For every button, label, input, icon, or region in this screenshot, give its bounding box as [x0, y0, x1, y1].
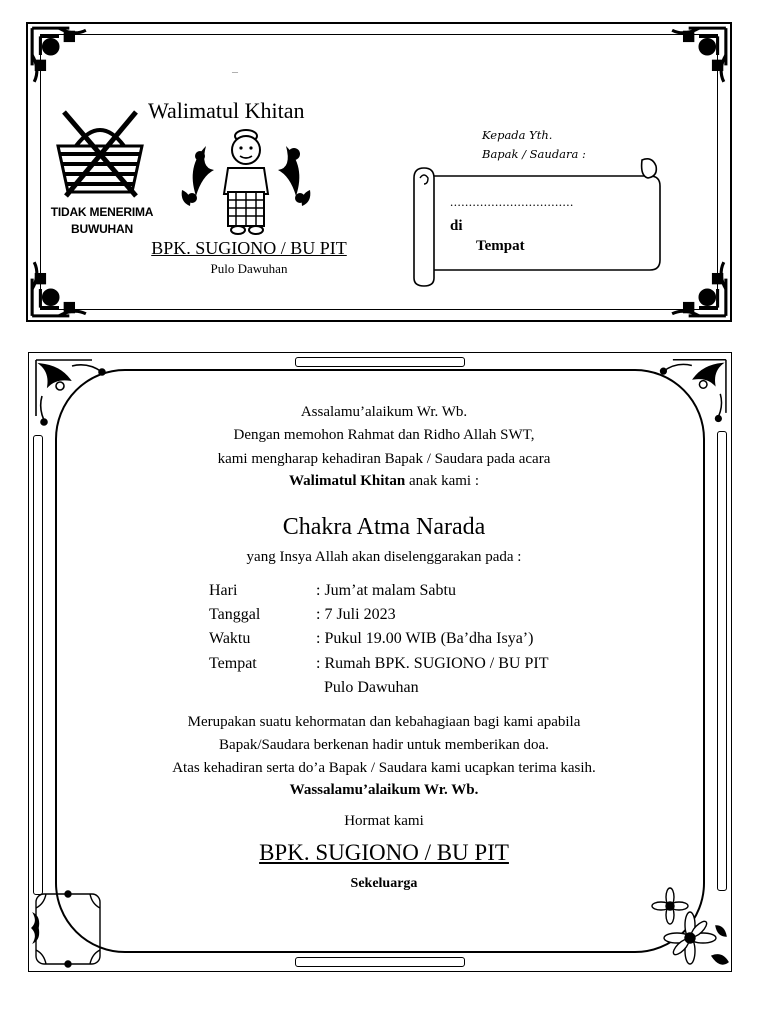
host-name: BPK. SUGIONO / BU PIT — [259, 840, 509, 865]
closing-line: Merupakan suatu kehormatan dan kebahagiaan bagi kami apabila — [187, 714, 581, 730]
scroll-banner-icon — [406, 156, 662, 288]
detail-label: Hari — [209, 582, 238, 599]
basket-note-line: TIDAK MENERIMA — [50, 205, 154, 219]
invitation-line: Dengan memohon Rahmat dan Ridho Allah SWT, — [233, 427, 535, 443]
closing-line: Atas kehadiran serta do’a Bapak / Saudara kami ucapkan terima kasih. — [172, 760, 596, 776]
small-mark: — — [232, 70, 238, 76]
detail-label: Tanggal — [209, 606, 261, 623]
basket-note — [42, 204, 162, 238]
recipient-label-line: Kepada Yth. — [482, 128, 553, 142]
envelope-host-name: BPK. SUGIONO / BU PIT — [151, 238, 347, 258]
event-line — [0, 473, 768, 490]
closing-line: Bapak/Saudara berkenan hadir untuk memberikan doa. — [219, 737, 549, 753]
corner-ornament-icon — [28, 24, 90, 86]
corner-ornament-icon — [28, 258, 90, 320]
flower-bouquet-icon — [650, 886, 732, 970]
closing-salam: Wassalamu’alaikum Wr. Wb. — [289, 782, 479, 798]
recipient-label-line: Bapak / Saudara : — [482, 147, 586, 161]
family-sign: Sekeluarga — [350, 876, 418, 891]
envelope-title: Walimatul Khitan — [148, 98, 305, 123]
detail-label: Tempat — [209, 655, 257, 672]
detail-value: : Jum’at malam Sabtu — [316, 582, 456, 599]
regards: Hormat kami — [344, 813, 424, 829]
basket-note-line: BUWUHAN — [71, 222, 133, 236]
event-name: Walimatul Khitan — [288, 473, 406, 489]
greeting: Assalamu’alaikum Wr. Wb. — [300, 404, 468, 420]
corner-ornament-icon — [668, 24, 730, 86]
envelope-host-place: Pulo Dawuhan — [210, 261, 288, 276]
child-name: Chakra Atma Narada — [282, 514, 486, 540]
detail-value: : Pukul 19.00 WIB (Ba’dha Isya’) — [316, 630, 534, 647]
detail-value: : 7 Juli 2023 — [316, 606, 396, 623]
schedule-intro: yang Insya Allah akan diselenggarakan pada : — [246, 549, 522, 565]
lace-frame-icon — [30, 888, 106, 970]
recipient-place-label: Tempat — [476, 238, 525, 254]
crossed-basket-icon — [52, 108, 148, 200]
recipient-di-label: di — [450, 218, 463, 234]
frame-tab-top — [295, 357, 465, 367]
corner-ornament-icon — [668, 258, 730, 320]
detail-label: Waktu — [209, 630, 251, 647]
frame-tab-bottom — [295, 957, 465, 967]
boy-illustration-icon — [176, 126, 316, 238]
invitation-line: kami mengharap kehadiran Bapak / Saudara pada acara — [217, 451, 551, 467]
event-line-rest: anak kami : — [405, 473, 479, 489]
detail-value: : Rumah BPK. SUGIONO / BU PIT — [316, 655, 549, 672]
detail-value: Pulo Dawuhan — [316, 679, 419, 696]
recipient-name-line: ................................. — [450, 194, 574, 209]
